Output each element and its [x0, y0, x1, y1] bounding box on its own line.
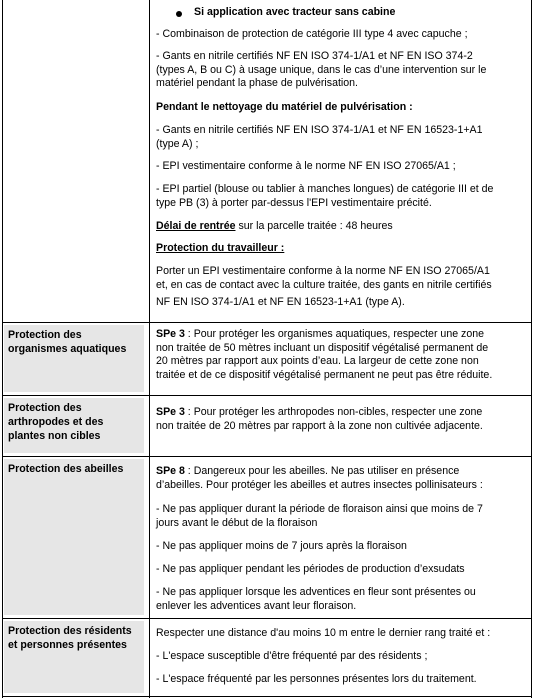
arthropods-text: SPe 3 : Pour protéger les arthropodes non-cibles, respecter une zone non traitée de 20 mètres par rapport à la zone non cultivée adjacente. — [156, 406, 483, 432]
reentry-delay: Délai de rentrée sur la parcelle traitée : 48 heures — [156, 220, 393, 232]
bullet-heading: Si application avec tracteur sans cabine — [194, 6, 396, 18]
table-bottom-border — [2, 696, 532, 697]
cleaning-heading: Pendant le nettoyage du matériel de pulvérisation : — [156, 101, 413, 113]
row-label-arthropods: Protection des arthropodes et des plantes non cibles — [4, 398, 144, 453]
residents-intro: Respecter une distance d'au moins 10 m entre le dernier rang traité et : — [156, 627, 491, 639]
residents-item: - L'espace susceptible d'être fréquenté par des résidents ; — [156, 650, 428, 662]
gloves-paragraph: - Gants en nitrile certifiés NF EN ISO 374-1/A1 et NF EN ISO 374-2 (types A, B ou C) à usage unique, dans le cas d’une intervention sur le matériel pendant la phase de pulvérisation. — [156, 50, 487, 90]
bees-item: - Ne pas appliquer lorsque les adventices en fleur sont présentes ou enlever les adventices avant leur floraison. — [156, 586, 476, 612]
row-label-bees: Protection des abeilles — [4, 459, 144, 615]
aquatic-text: SPe 3 : Pour protéger les organismes aquatiques, respecter une zone non traitée de 50 mètres incluant un dispositif végétalisé permanent de 20 mètres par rapport aux points d’eau. La largeur de cette zone non traitée et de ce dispositif végétalisé permanent ne peut pas être réduite. — [156, 328, 493, 381]
row-divider — [2, 618, 532, 619]
cleaning-gloves: - Gants en nitrile certifiés NF EN ISO 374-1/A1 et NF EN 16523-1+A1 (type A) ; — [156, 124, 483, 150]
bees-item: - Ne pas appliquer durant la période de floraison ainsi que moins de 7 jours avant le début de la floraison — [156, 503, 483, 529]
row-divider — [2, 322, 532, 323]
bees-text: SPe 8 : Dangereux pour les abeilles. Ne pas utiliser en présence d’abeilles. Pour protéger les abeilles et autres insectes pollinisateurs : — [156, 465, 483, 491]
worker-paragraph: Porter un EPI vestimentaire conforme à la norme NF EN ISO 27065/A1 et, en cas de contact avec la culture traitée, des gants en nitrile certifiés NF EN ISO 374-1/A1 et NF EN 16523-1+A1 (type A). — [156, 265, 492, 309]
table-left-border — [2, 0, 3, 698]
row-divider — [2, 456, 532, 457]
worker-heading: Protection du travailleur : — [156, 242, 285, 254]
row-label-residents: Protection des résidents et personnes présentes — [4, 621, 144, 693]
bees-item: - Ne pas appliquer pendant les périodes de production d’exsudats — [156, 563, 465, 575]
ppe-line: - Combinaison de protection de catégorie III type 4 avec capuche ; — [156, 28, 468, 40]
row-label-aquatic: Protection des organismes aquatiques — [4, 325, 144, 392]
bees-item: - Ne pas appliquer moins de 7 jours après la floraison — [156, 540, 407, 552]
residents-item: - L'espace fréquenté par les personnes présentes lors du traitement. — [156, 673, 477, 685]
table-right-border — [531, 0, 532, 698]
partial-ppe: - EPI partiel (blouse ou tablier à manches longues) de catégorie III et de type PB (3) à porter par-dessus l'EPI vestimentaire précité. — [156, 183, 494, 209]
table-column-divider — [149, 0, 150, 698]
row-divider — [2, 395, 532, 396]
cleaning-clothing: - EPI vestimentaire conforme à le norme NF EN ISO 27065/A1 ; — [156, 160, 456, 172]
bullet-icon — [176, 11, 182, 17]
